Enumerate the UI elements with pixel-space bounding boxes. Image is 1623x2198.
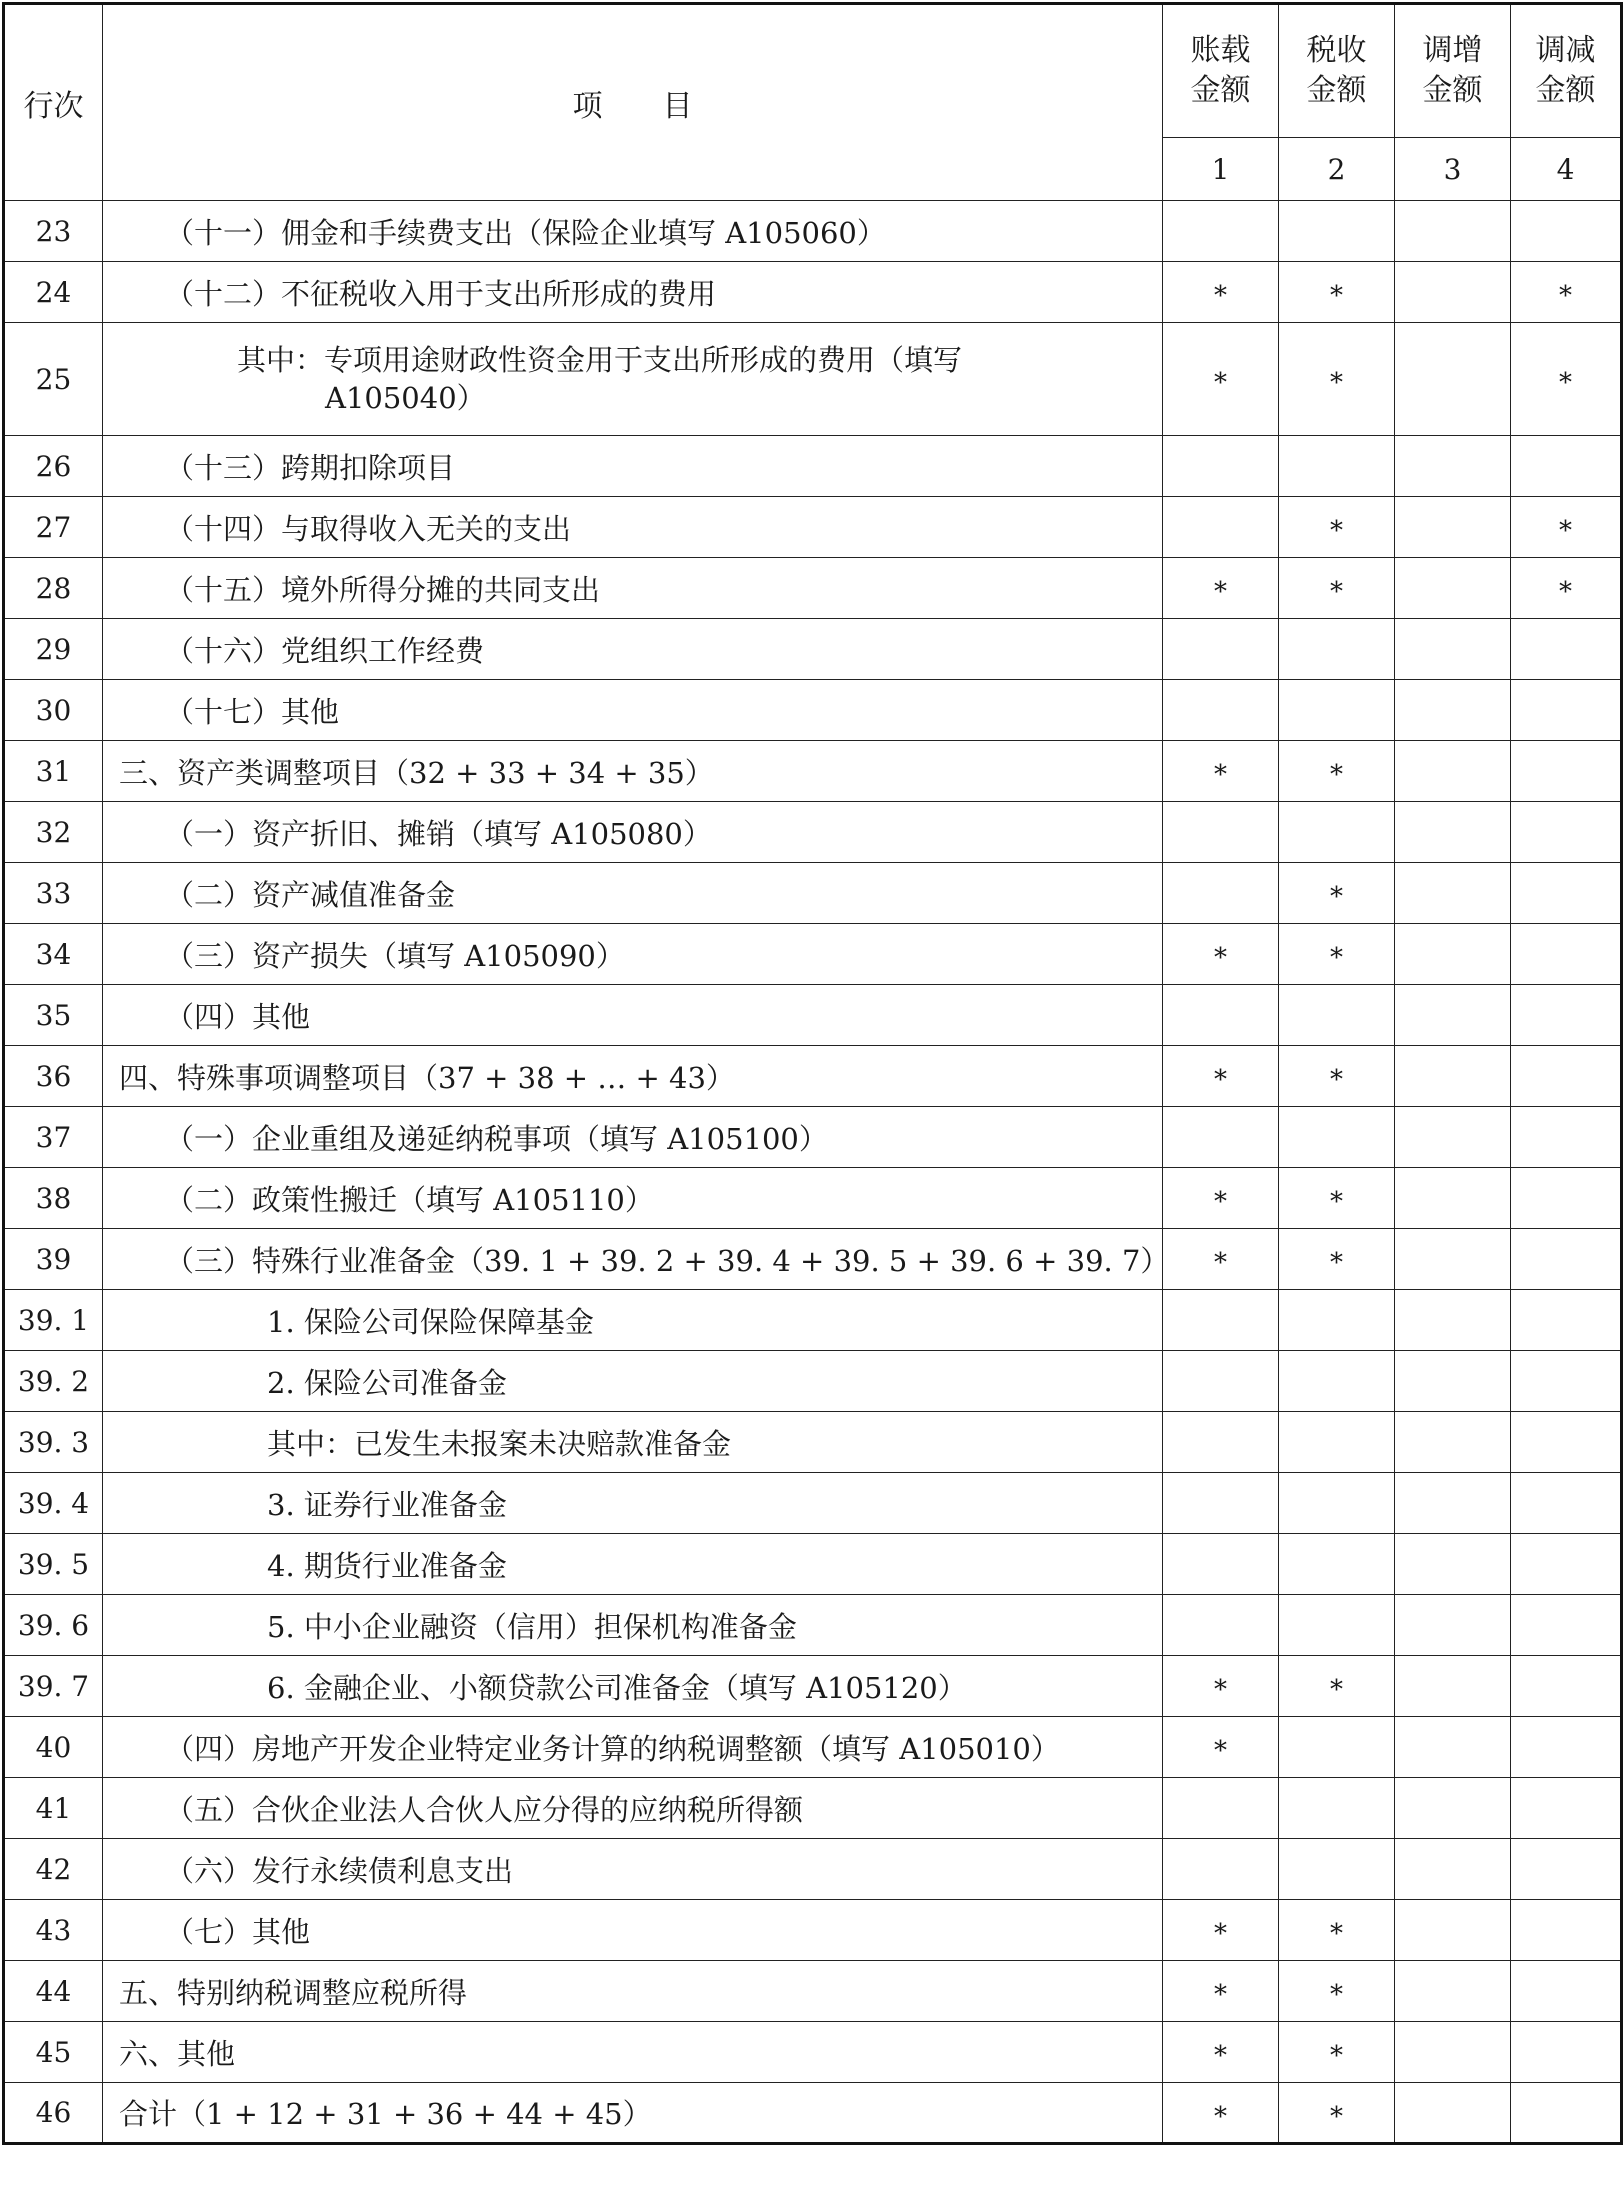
cell-tax-amount: *	[1279, 558, 1395, 619]
cell-decrease-amount	[1511, 1473, 1622, 1534]
cell-decrease-amount	[1511, 1961, 1622, 2022]
cell-tax-amount: *	[1279, 1168, 1395, 1229]
cell-decrease-amount: *	[1511, 558, 1622, 619]
cell-increase-amount	[1395, 680, 1511, 741]
cell-decrease-amount	[1511, 1717, 1622, 1778]
cell-decrease-amount	[1511, 741, 1622, 802]
cell-tax-amount	[1279, 201, 1395, 262]
table-row	[4, 2083, 1622, 2144]
cell-tax-amount	[1279, 1595, 1395, 1656]
header-num-4: 4	[1511, 138, 1622, 201]
row-item: （四）房地产开发企业特定业务计算的纳税调整额（填写 A105010）	[103, 1717, 1163, 1778]
cell-increase-amount	[1395, 1290, 1511, 1351]
row-item: 6. 金融企业、小额贷款公司准备金（填写 A105120）	[103, 1656, 1163, 1717]
cell-increase-amount	[1395, 1595, 1511, 1656]
cell-increase-amount	[1395, 924, 1511, 985]
row-number: 37	[4, 1107, 103, 1168]
table-row	[4, 802, 1622, 863]
cell-tax-amount: *	[1279, 1900, 1395, 1961]
header-col3	[1395, 4, 1511, 138]
row-item: 六、其他	[103, 2022, 1163, 2083]
table-row	[4, 1656, 1622, 1717]
row-item: （一）资产折旧、摊销（填写 A105080）	[103, 802, 1163, 863]
row-number: 31	[4, 741, 103, 802]
cell-tax-amount	[1279, 1473, 1395, 1534]
header-col1-line1: 账载	[1190, 33, 1251, 68]
cell-decrease-amount	[1511, 619, 1622, 680]
header-col2	[1279, 4, 1395, 138]
cell-increase-amount	[1395, 1473, 1511, 1534]
cell-book-amount	[1163, 1290, 1279, 1351]
cell-decrease-amount: *	[1511, 497, 1622, 558]
cell-increase-amount	[1395, 1168, 1511, 1229]
cell-tax-amount	[1279, 1839, 1395, 1900]
cell-book-amount	[1163, 985, 1279, 1046]
table-row	[4, 619, 1622, 680]
header-col3-line1: 调增	[1422, 33, 1483, 68]
cell-decrease-amount	[1511, 1534, 1622, 1595]
cell-tax-amount	[1279, 436, 1395, 497]
cell-increase-amount	[1395, 1351, 1511, 1412]
row-item: 合计（1 + 12 + 31 + 36 + 44 + 45）	[103, 2083, 1163, 2144]
row-item: （五）合伙企业法人合伙人应分得的应纳税所得额	[103, 1778, 1163, 1839]
row-number: 39. 7	[4, 1656, 103, 1717]
row-item: （七）其他	[103, 1900, 1163, 1961]
cell-increase-amount	[1395, 2022, 1511, 2083]
cell-tax-amount: *	[1279, 1229, 1395, 1290]
cell-increase-amount	[1395, 1900, 1511, 1961]
cell-book-amount: *	[1163, 1961, 1279, 2022]
cell-tax-amount: *	[1279, 2022, 1395, 2083]
cell-book-amount: *	[1163, 1656, 1279, 1717]
cell-decrease-amount	[1511, 1168, 1622, 1229]
row-number: 23	[4, 201, 103, 262]
cell-decrease-amount	[1511, 1778, 1622, 1839]
cell-increase-amount	[1395, 741, 1511, 802]
table-row	[4, 1961, 1622, 2022]
cell-increase-amount	[1395, 1961, 1511, 2022]
cell-tax-amount	[1279, 1290, 1395, 1351]
table-row	[4, 436, 1622, 497]
table-row	[4, 1839, 1622, 1900]
cell-increase-amount	[1395, 323, 1511, 436]
row-item: （十四）与取得收入无关的支出	[103, 497, 1163, 558]
cell-book-amount: *	[1163, 1900, 1279, 1961]
cell-decrease-amount	[1511, 1900, 1622, 1961]
row-number: 46	[4, 2083, 103, 2144]
header-num-3: 3	[1395, 138, 1511, 201]
table-row	[4, 558, 1622, 619]
row-number: 39. 2	[4, 1351, 103, 1412]
row-number: 24	[4, 262, 103, 323]
row-number: 43	[4, 1900, 103, 1961]
table-row	[4, 1229, 1622, 1290]
tax-adjustment-table	[2, 2, 1623, 2145]
cell-tax-amount	[1279, 619, 1395, 680]
row-item: （十二）不征税收入用于支出所形成的费用	[103, 262, 1163, 323]
cell-book-amount: *	[1163, 1168, 1279, 1229]
cell-book-amount: *	[1163, 1229, 1279, 1290]
row-number: 33	[4, 863, 103, 924]
table-row	[4, 2022, 1622, 2083]
cell-decrease-amount	[1511, 1229, 1622, 1290]
cell-book-amount	[1163, 497, 1279, 558]
table-row	[4, 1107, 1622, 1168]
row-item: （一）企业重组及递延纳税事项（填写 A105100）	[103, 1107, 1163, 1168]
cell-decrease-amount: *	[1511, 262, 1622, 323]
row-item: （十一）佣金和手续费支出（保险企业填写 A105060）	[103, 201, 1163, 262]
row-number: 36	[4, 1046, 103, 1107]
cell-decrease-amount	[1511, 1412, 1622, 1473]
cell-book-amount	[1163, 1778, 1279, 1839]
cell-increase-amount	[1395, 1717, 1511, 1778]
table-row	[4, 1473, 1622, 1534]
row-item: （二）政策性搬迁（填写 A105110）	[103, 1168, 1163, 1229]
row-item: 其中：已发生未报案未决赔款准备金	[103, 1412, 1163, 1473]
cell-increase-amount	[1395, 619, 1511, 680]
cell-decrease-amount	[1511, 863, 1622, 924]
header-col2-line1: 税收	[1306, 33, 1367, 68]
row-item: （三）资产损失（填写 A105090）	[103, 924, 1163, 985]
cell-decrease-amount	[1511, 680, 1622, 741]
row-number: 39. 3	[4, 1412, 103, 1473]
cell-book-amount	[1163, 1473, 1279, 1534]
cell-tax-amount: *	[1279, 1656, 1395, 1717]
row-item: （三）特殊行业准备金（39. 1 + 39. 2 + 39. 4 + 39. 5 + 39. 6 + 39. 7）	[103, 1229, 1163, 1290]
cell-tax-amount: *	[1279, 924, 1395, 985]
header-col4	[1511, 4, 1622, 138]
row-item: 5. 中小企业融资（信用）担保机构准备金	[103, 1595, 1163, 1656]
table-row	[4, 985, 1622, 1046]
table-row	[4, 924, 1622, 985]
cell-tax-amount	[1279, 1778, 1395, 1839]
row-item: 4. 期货行业准备金	[103, 1534, 1163, 1595]
header-col4-line1: 调减	[1535, 33, 1596, 68]
row-item: 2. 保险公司准备金	[103, 1351, 1163, 1412]
table-row	[4, 1412, 1622, 1473]
cell-increase-amount	[1395, 863, 1511, 924]
cell-book-amount	[1163, 1534, 1279, 1595]
cell-book-amount: *	[1163, 741, 1279, 802]
cell-book-amount: *	[1163, 2022, 1279, 2083]
cell-tax-amount	[1279, 1412, 1395, 1473]
row-number: 32	[4, 802, 103, 863]
cell-book-amount	[1163, 201, 1279, 262]
cell-increase-amount	[1395, 497, 1511, 558]
row-item: 三、资产类调整项目（32 + 33 + 34 + 35）	[103, 741, 1163, 802]
cell-decrease-amount	[1511, 201, 1622, 262]
header-col2-line2: 金额	[1306, 73, 1367, 108]
cell-decrease-amount	[1511, 2083, 1622, 2144]
row-item: （四）其他	[103, 985, 1163, 1046]
cell-decrease-amount	[1511, 1351, 1622, 1412]
table-row	[4, 1717, 1622, 1778]
table-row	[4, 1290, 1622, 1351]
row-number: 44	[4, 1961, 103, 2022]
row-item: （十六）党组织工作经费	[103, 619, 1163, 680]
table-row	[4, 1351, 1622, 1412]
header-num-2: 2	[1279, 138, 1395, 201]
row-item-line2: A105040）	[325, 381, 486, 415]
cell-tax-amount	[1279, 1351, 1395, 1412]
cell-tax-amount: *	[1279, 497, 1395, 558]
table-row	[4, 1168, 1622, 1229]
table-row	[4, 1046, 1622, 1107]
row-item: （十五）境外所得分摊的共同支出	[103, 558, 1163, 619]
row-item: （十七）其他	[103, 680, 1163, 741]
row-number: 27	[4, 497, 103, 558]
cell-decrease-amount	[1511, 2022, 1622, 2083]
row-number: 35	[4, 985, 103, 1046]
cell-book-amount	[1163, 680, 1279, 741]
row-item: （六）发行永续债利息支出	[103, 1839, 1163, 1900]
row-item: 四、特殊事项调整项目（37 + 38 + … + 43）	[103, 1046, 1163, 1107]
cell-tax-amount	[1279, 1107, 1395, 1168]
header-item: 项 目	[103, 4, 1163, 201]
cell-book-amount: *	[1163, 1717, 1279, 1778]
cell-tax-amount	[1279, 680, 1395, 741]
cell-decrease-amount: *	[1511, 323, 1622, 436]
cell-increase-amount	[1395, 1656, 1511, 1717]
row-number: 39. 5	[4, 1534, 103, 1595]
table-row	[4, 497, 1622, 558]
row-number: 29	[4, 619, 103, 680]
cell-tax-amount: *	[1279, 262, 1395, 323]
cell-increase-amount	[1395, 1229, 1511, 1290]
cell-increase-amount	[1395, 262, 1511, 323]
cell-book-amount	[1163, 1412, 1279, 1473]
row-item-line1: 其中：专项用途财政性资金用于支出所形成的费用（填写	[237, 343, 963, 377]
cell-book-amount: *	[1163, 262, 1279, 323]
cell-tax-amount	[1279, 1534, 1395, 1595]
table-row	[4, 741, 1622, 802]
row-number: 25	[4, 323, 103, 436]
cell-book-amount	[1163, 619, 1279, 680]
cell-decrease-amount	[1511, 1107, 1622, 1168]
cell-decrease-amount	[1511, 1595, 1622, 1656]
cell-book-amount	[1163, 863, 1279, 924]
row-item	[103, 323, 1163, 436]
cell-decrease-amount	[1511, 436, 1622, 497]
cell-increase-amount	[1395, 1046, 1511, 1107]
cell-tax-amount: *	[1279, 1046, 1395, 1107]
cell-book-amount: *	[1163, 2083, 1279, 2144]
cell-increase-amount	[1395, 1839, 1511, 1900]
header-row-no: 行次	[4, 4, 103, 201]
header-num-1: 1	[1163, 138, 1279, 201]
table-row	[4, 262, 1622, 323]
cell-increase-amount	[1395, 558, 1511, 619]
cell-increase-amount	[1395, 436, 1511, 497]
header-col1-line2: 金额	[1190, 73, 1251, 108]
row-number: 38	[4, 1168, 103, 1229]
header-col3-line2: 金额	[1422, 73, 1483, 108]
cell-increase-amount	[1395, 2083, 1511, 2144]
cell-decrease-amount	[1511, 1839, 1622, 1900]
cell-increase-amount	[1395, 1534, 1511, 1595]
cell-decrease-amount	[1511, 985, 1622, 1046]
cell-book-amount: *	[1163, 1046, 1279, 1107]
header-col4-line2: 金额	[1535, 73, 1596, 108]
cell-book-amount	[1163, 1595, 1279, 1656]
cell-tax-amount	[1279, 985, 1395, 1046]
row-number: 39	[4, 1229, 103, 1290]
table-row	[4, 201, 1622, 262]
row-number: 28	[4, 558, 103, 619]
cell-book-amount: *	[1163, 558, 1279, 619]
cell-increase-amount	[1395, 1412, 1511, 1473]
table-row	[4, 680, 1622, 741]
cell-decrease-amount	[1511, 802, 1622, 863]
table-row	[4, 1595, 1622, 1656]
cell-decrease-amount	[1511, 1046, 1622, 1107]
row-item: （二）资产减值准备金	[103, 863, 1163, 924]
cell-book-amount	[1163, 1839, 1279, 1900]
cell-increase-amount	[1395, 1778, 1511, 1839]
cell-tax-amount: *	[1279, 2083, 1395, 2144]
row-item: 1. 保险公司保险保障基金	[103, 1290, 1163, 1351]
cell-book-amount	[1163, 1351, 1279, 1412]
cell-increase-amount	[1395, 802, 1511, 863]
row-number: 39. 4	[4, 1473, 103, 1534]
row-number: 39. 6	[4, 1595, 103, 1656]
cell-tax-amount	[1279, 802, 1395, 863]
row-number: 30	[4, 680, 103, 741]
cell-book-amount	[1163, 436, 1279, 497]
cell-book-amount: *	[1163, 323, 1279, 436]
row-number: 40	[4, 1717, 103, 1778]
table-row	[4, 1778, 1622, 1839]
row-item: （十三）跨期扣除项目	[103, 436, 1163, 497]
table-row	[4, 1534, 1622, 1595]
row-item: 五、特别纳税调整应税所得	[103, 1961, 1163, 2022]
cell-increase-amount	[1395, 201, 1511, 262]
table-row	[4, 323, 1622, 436]
row-number: 41	[4, 1778, 103, 1839]
cell-tax-amount	[1279, 1717, 1395, 1778]
cell-tax-amount: *	[1279, 863, 1395, 924]
cell-tax-amount: *	[1279, 1961, 1395, 2022]
table-row	[4, 863, 1622, 924]
cell-decrease-amount	[1511, 924, 1622, 985]
row-number: 45	[4, 2022, 103, 2083]
cell-tax-amount: *	[1279, 323, 1395, 436]
table-row	[4, 1900, 1622, 1961]
row-item: 3. 证券行业准备金	[103, 1473, 1163, 1534]
row-number: 39. 1	[4, 1290, 103, 1351]
row-number: 34	[4, 924, 103, 985]
row-number: 26	[4, 436, 103, 497]
row-number: 42	[4, 1839, 103, 1900]
header-col1	[1163, 4, 1279, 138]
cell-tax-amount: *	[1279, 741, 1395, 802]
cell-decrease-amount	[1511, 1656, 1622, 1717]
cell-book-amount: *	[1163, 924, 1279, 985]
cell-decrease-amount	[1511, 1290, 1622, 1351]
cell-book-amount	[1163, 1107, 1279, 1168]
cell-increase-amount	[1395, 985, 1511, 1046]
cell-book-amount	[1163, 802, 1279, 863]
cell-increase-amount	[1395, 1107, 1511, 1168]
